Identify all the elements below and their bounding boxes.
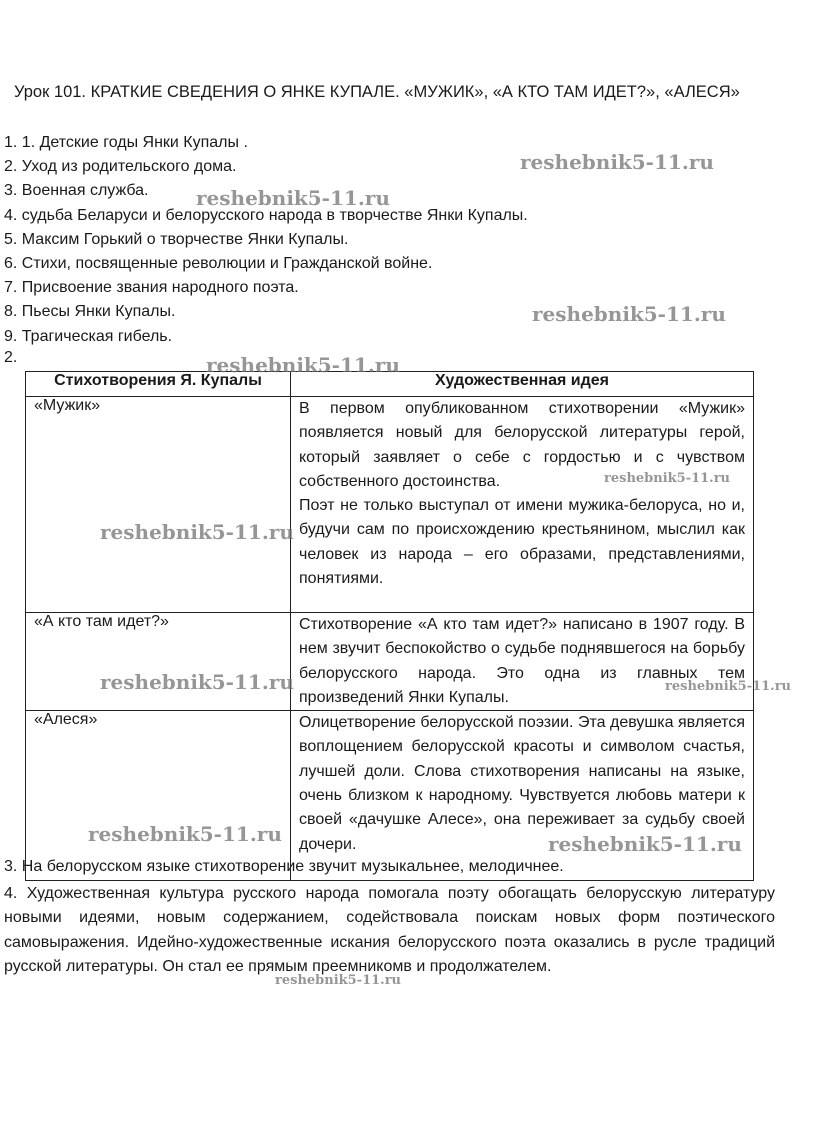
watermark: reshebnik5-11.ru <box>100 670 294 694</box>
plan-item: 4. судьба Беларуси и белорусского народа в творчестве Янки Купалы. <box>4 206 528 224</box>
table-row <box>26 613 754 711</box>
plan-item: 1. 1. Детские годы Янки Купалы . <box>4 134 248 151</box>
plan-item: 8. Пьесы Янки Купалы. <box>4 303 176 321</box>
idea-cell <box>291 397 754 613</box>
plan-item: 3. Военная служба. <box>4 182 149 200</box>
idea-paragraph: Поэт не только выступал от имени мужика-белоруса, но и, будучи сам по происхождению крестьянином, мыслил как человек из народа – его образами, представлениями, понятиями. <box>299 497 745 588</box>
plan-item: 6. Стихи, посвященные революции и Гражданской войне. <box>4 255 433 273</box>
answer-3: 3. На белорусском языке стихотворение звучит музыкальнее, мелодичнее. <box>4 858 564 875</box>
watermark: reshebnik5-11.ru <box>665 679 792 694</box>
watermark: reshebnik5-11.ru <box>520 150 714 174</box>
watermark: reshebnik5-11.ru <box>548 832 742 856</box>
poem-cell: «Алеся» <box>26 711 291 881</box>
idea-paragraph: В первом опубликованном стихотворении «Мужик» появляется новый для белорусской литературы герой, который заявляет о себе с гордостью и с чувством собственного достоинства. <box>299 400 745 490</box>
plan-list <box>4 131 528 349</box>
lesson-title: Урок 101. КРАТКИЕ СВЕДЕНИЯ О ЯНКЕ КУПАЛЕ. «МУЖИК», «А КТО ТАМ ИДЕТ?», «АЛЕСЯ» <box>14 83 740 101</box>
idea-paragraph: Олицетворение белорусской поэзии. Эта девушка является воплощением белорусской красоты и символом счастья, лучшей доли. Слова стихотворения написаны на языке, очень близком к народному. Чувствуется любовь матери к своей «дачушке Алесе», она переживает за судьбу своей дочери. <box>299 714 745 853</box>
watermark: reshebnik5-11.ru <box>275 973 402 988</box>
watermark: reshebnik5-11.ru <box>100 520 294 544</box>
header-idea: Художественная идея <box>291 372 754 397</box>
poems-table <box>25 371 754 881</box>
watermark: reshebnik5-11.ru <box>88 822 282 846</box>
idea-paragraph: Стихотворение «А кто там идет?» написано в 1907 году. В нем звучит беспокойство о судьбе поднявшегося на борьбу белорусского народа. Это одна из главных тем произведений Янки Купалы. <box>299 616 745 706</box>
watermark: reshebnik5-11.ru <box>604 471 731 486</box>
table-row <box>26 397 754 613</box>
idea-cell <box>291 613 754 711</box>
watermark: reshebnik5-11.ru <box>532 302 726 326</box>
plan-item: 7. Присвоение звания народного поэта. <box>4 279 299 297</box>
answer-4: 4. Художественная культура русского народа помогала поэту обогащать белорусскую литературу новыми идеями, новым содержанием, содействовала поискам новых форм поэтического самовыражения. Идейно-художественные искания белорусского поэта оказались в русле традиций русской литературы. Он стал ее прямым преемникомв и продолжателем. <box>4 885 775 975</box>
poem-cell: «А кто там идет?» <box>26 613 291 711</box>
plan-item: 2. Уход из родительского дома. <box>4 158 237 176</box>
watermark: reshebnik5-11.ru <box>206 353 400 377</box>
watermark: reshebnik5-11.ru <box>196 186 390 210</box>
poem-cell: «Мужик» <box>26 397 291 613</box>
header-poems: Стихотворения Я. Купалы <box>26 372 291 397</box>
question-2-label: 2. <box>4 349 18 366</box>
plan-item: 5. Максим Горький о творчестве Янки Купалы. <box>4 230 349 248</box>
plan-item: 9. Трагическая гибель. <box>4 327 173 345</box>
